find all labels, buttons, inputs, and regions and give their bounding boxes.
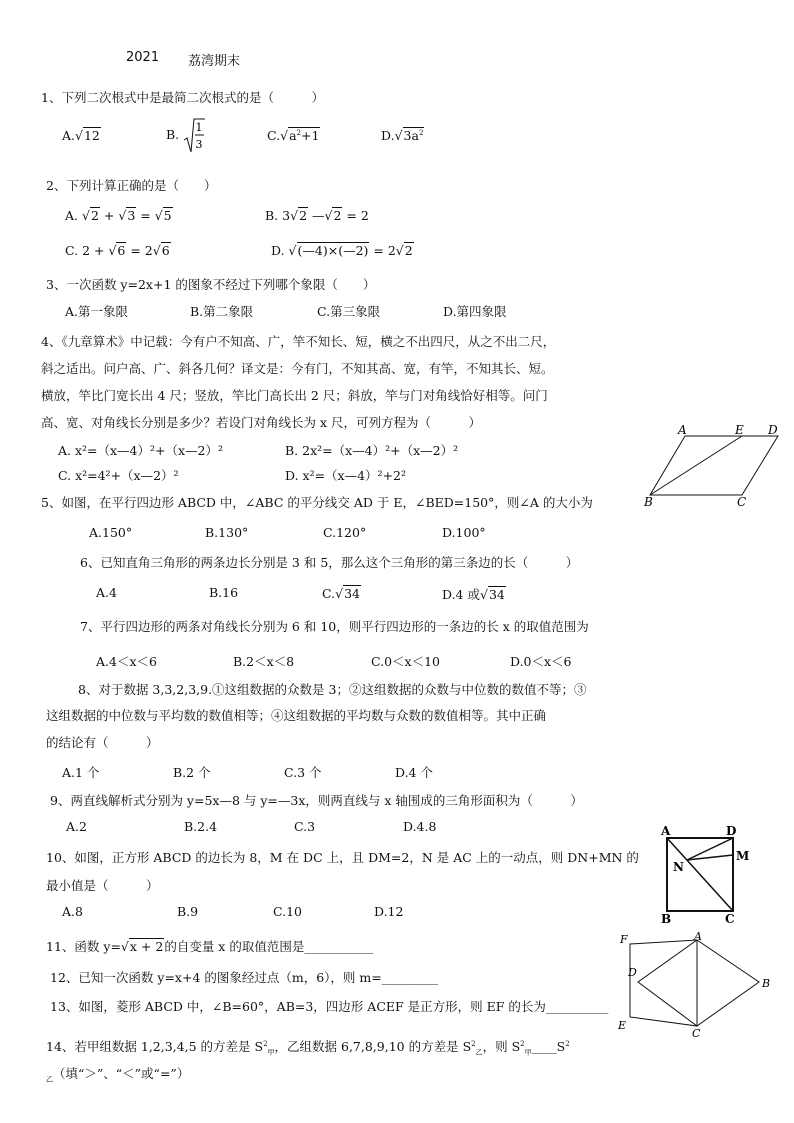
q7-stem: 7、平行四边形的两条对角线长分别为 6 和 10，则平行四边形的一条边的长 x 的取值范围为 bbox=[80, 619, 589, 634]
q1-option-d: $D.√3a^2$ bbox=[381, 128, 424, 143]
q9-option-d: D.4.8 bbox=[403, 819, 437, 834]
q5-label-b: B bbox=[644, 495, 653, 509]
q3-stem: 3、一次函数 y=2x+1 的图象不经过下列哪个象限（ ） bbox=[46, 277, 376, 292]
q10-label-d: D bbox=[726, 824, 737, 838]
q3-option-b: B.第二象限 bbox=[190, 304, 254, 319]
q4-option-b: B. 2x²=（x—4）²+（x—2）² bbox=[285, 443, 459, 458]
q8-option-d: D.4 个 bbox=[395, 765, 433, 780]
q10-label-n: N bbox=[673, 860, 684, 874]
q10-label-a: A bbox=[661, 824, 671, 838]
q5-label-c: C bbox=[737, 495, 747, 509]
q12-stem: 12、已知一次函数 y=x+4 的图象经过点（m，6），则 m=_________ bbox=[50, 970, 438, 985]
q1-option-a: A.√12 bbox=[62, 128, 100, 143]
q10-option-c: C.10 bbox=[273, 904, 302, 919]
q4-option-d: D. x²=（x—4）²+2² bbox=[285, 468, 407, 483]
q1-stem: 1、下列二次根式中是最简二次根式的是（ ） bbox=[41, 90, 324, 105]
q13-label-d: D bbox=[628, 966, 637, 979]
q1-option-c: $C.√a^2+1$ bbox=[267, 128, 320, 143]
q13-label-e: E bbox=[618, 1019, 627, 1032]
q7-option-c: C.0＜x＜10 bbox=[371, 654, 441, 669]
q10-label-c: C bbox=[725, 912, 735, 926]
q3-option-a: A.第一象限 bbox=[65, 304, 129, 319]
q8-line-1: 8、对于数据 3,3,2,3,9.①这组数据的众数是 3；②这组数据的众数与中位数的数值不等；③ bbox=[78, 682, 587, 697]
q1-option-b: B. 1 3 bbox=[166, 118, 205, 154]
q10-square-figure bbox=[655, 824, 755, 926]
q8-option-b: B.2 个 bbox=[173, 765, 211, 780]
q3-option-d: D.第四象限 bbox=[443, 304, 507, 319]
q6-option-d: D.4 或√34 bbox=[442, 587, 505, 602]
q5-label-d: D bbox=[768, 423, 778, 437]
q9-stem: 9、两直线解析式分别为 y=5x—8 与 y=—3x，则两直线与 x 轴围成的三角形面积为（ ） bbox=[50, 793, 583, 808]
q5-parallelogram-figure bbox=[640, 422, 785, 510]
q5-label-e: E bbox=[735, 423, 744, 437]
q2-option-d: D. √(—4)×(—2) = 2√2 bbox=[271, 243, 413, 258]
q13-label-f: F bbox=[620, 933, 628, 946]
q7-option-d: D.0＜x＜6 bbox=[510, 654, 572, 669]
header-name: 荔湾期末 bbox=[188, 54, 241, 69]
q8-option-a: A.1 个 bbox=[62, 765, 100, 780]
q5-stem: 5、如图，在平行四边形 ABCD 中，∠ABC 的平分线交 AD 于 E，∠BED=150°，则∠A 的大小为 bbox=[41, 495, 593, 510]
q5-option-b: B.130° bbox=[205, 525, 249, 540]
q10-option-a: A.8 bbox=[62, 904, 83, 919]
q8-line-3: 的结论有（ ） bbox=[46, 735, 159, 750]
q4-line-4: 高、宽、对角线长分别是多少？若设门对角线长为 x 尺，可列方程为（ ） bbox=[41, 415, 481, 430]
q11-stem: 11、函数 y=√x + 2的自变量 x 的取值范围是___________ bbox=[46, 939, 374, 954]
q10-option-d: D.12 bbox=[374, 904, 404, 919]
q6-option-a: A.4 bbox=[96, 585, 117, 600]
q8-option-c: C.3 个 bbox=[284, 765, 322, 780]
q5-option-d: D.100° bbox=[442, 525, 486, 540]
q9-option-a: A.2 bbox=[66, 819, 87, 834]
q3-option-c: C.第三象限 bbox=[317, 304, 381, 319]
svg-text:1: 1 bbox=[195, 121, 203, 134]
q14-line-2: $_乙$（填“＞”、“＜”或“=”） bbox=[46, 1066, 190, 1084]
q4-line-2: 斜之适出。问户高、广、斜各几何？译文是：今有门，不知其高、宽，有竿，不知其长、短。 bbox=[41, 361, 554, 376]
q2-stem: 2、下列计算正确的是（ ） bbox=[46, 178, 217, 193]
header-year: 2021 bbox=[126, 50, 160, 65]
q13-stem: 13、如图，菱形 ABCD 中，∠B=60°，AB=3，四边形 ACEF 是正方形，则 EF 的长为__________ bbox=[50, 999, 609, 1014]
q1-b-sqrt-fraction bbox=[183, 118, 205, 154]
q7-option-b: B.2＜x＜8 bbox=[233, 654, 295, 669]
q13-label-b: B bbox=[762, 977, 771, 990]
q13-label-c: C bbox=[692, 1027, 701, 1040]
q6-option-b: B.16 bbox=[209, 585, 239, 600]
q9-option-b: B.2.4 bbox=[184, 819, 218, 834]
q14-line-1: 14、若甲组数据 1,2,3,4,5 的方差是 $S^2_甲$，乙组数据 6,7,8,9,10 的方差是 $S^2_乙$，则 $S^2_甲\_\_\_\_S^2$ bbox=[46, 1039, 570, 1057]
q10-option-b: B.9 bbox=[177, 904, 199, 919]
q13-label-a: A bbox=[694, 930, 702, 943]
q10-label-m: M bbox=[736, 849, 750, 863]
q10-label-b: B bbox=[661, 912, 672, 926]
q13-rhombus-square-figure bbox=[612, 930, 777, 1040]
q5-label-a: A bbox=[678, 423, 687, 437]
q6-option-c: C.√34 bbox=[322, 586, 360, 601]
q4-option-c: C. x²=4²+（x—2）² bbox=[58, 468, 179, 483]
q4-line-1: 4、《九章算术》中记载：今有户不知高、广，竿不知长、短，横之不出四尺，从之不出二尺， bbox=[41, 334, 556, 349]
q10-line-2: 最小值是（ ） bbox=[46, 878, 159, 893]
q4-option-a: A. x²=（x—4）²+（x—2）² bbox=[58, 443, 224, 458]
q5-option-c: C.120° bbox=[323, 525, 367, 540]
q7-option-a: A.4＜x＜6 bbox=[96, 654, 157, 669]
q10-line-1: 10、如图，正方形 ABCD 的边长为 8，M 在 DC 上，且 DM=2，N 是 AC 上的一动点，则 DN+MN 的 bbox=[46, 850, 639, 865]
q9-option-c: C.3 bbox=[294, 819, 316, 834]
q8-line-2: 这组数据的中位数与平均数的数值相等；④这组数据的平均数与众数的数值相等。其中正确 bbox=[46, 708, 547, 723]
q4-line-3: 横放，竿比门宽长出 4 尺；竖放，竿比门高长出 2 尺；斜放，竿与门对角线恰好相等。问门 bbox=[41, 388, 548, 403]
q2-option-b: B. 3√2 —√2 = 2 bbox=[265, 208, 369, 223]
q6-stem: 6、已知直角三角形的两条边长分别是 3 和 5，那么这个三角形的第三条边的长（ ） bbox=[80, 555, 579, 570]
q2-option-a: A. √2 + √3 = √5 bbox=[65, 208, 172, 223]
svg-text:3: 3 bbox=[195, 138, 203, 151]
q2-option-c: C. 2 + √6 = 2√6 bbox=[65, 243, 170, 258]
q5-option-a: A.150° bbox=[89, 525, 133, 540]
